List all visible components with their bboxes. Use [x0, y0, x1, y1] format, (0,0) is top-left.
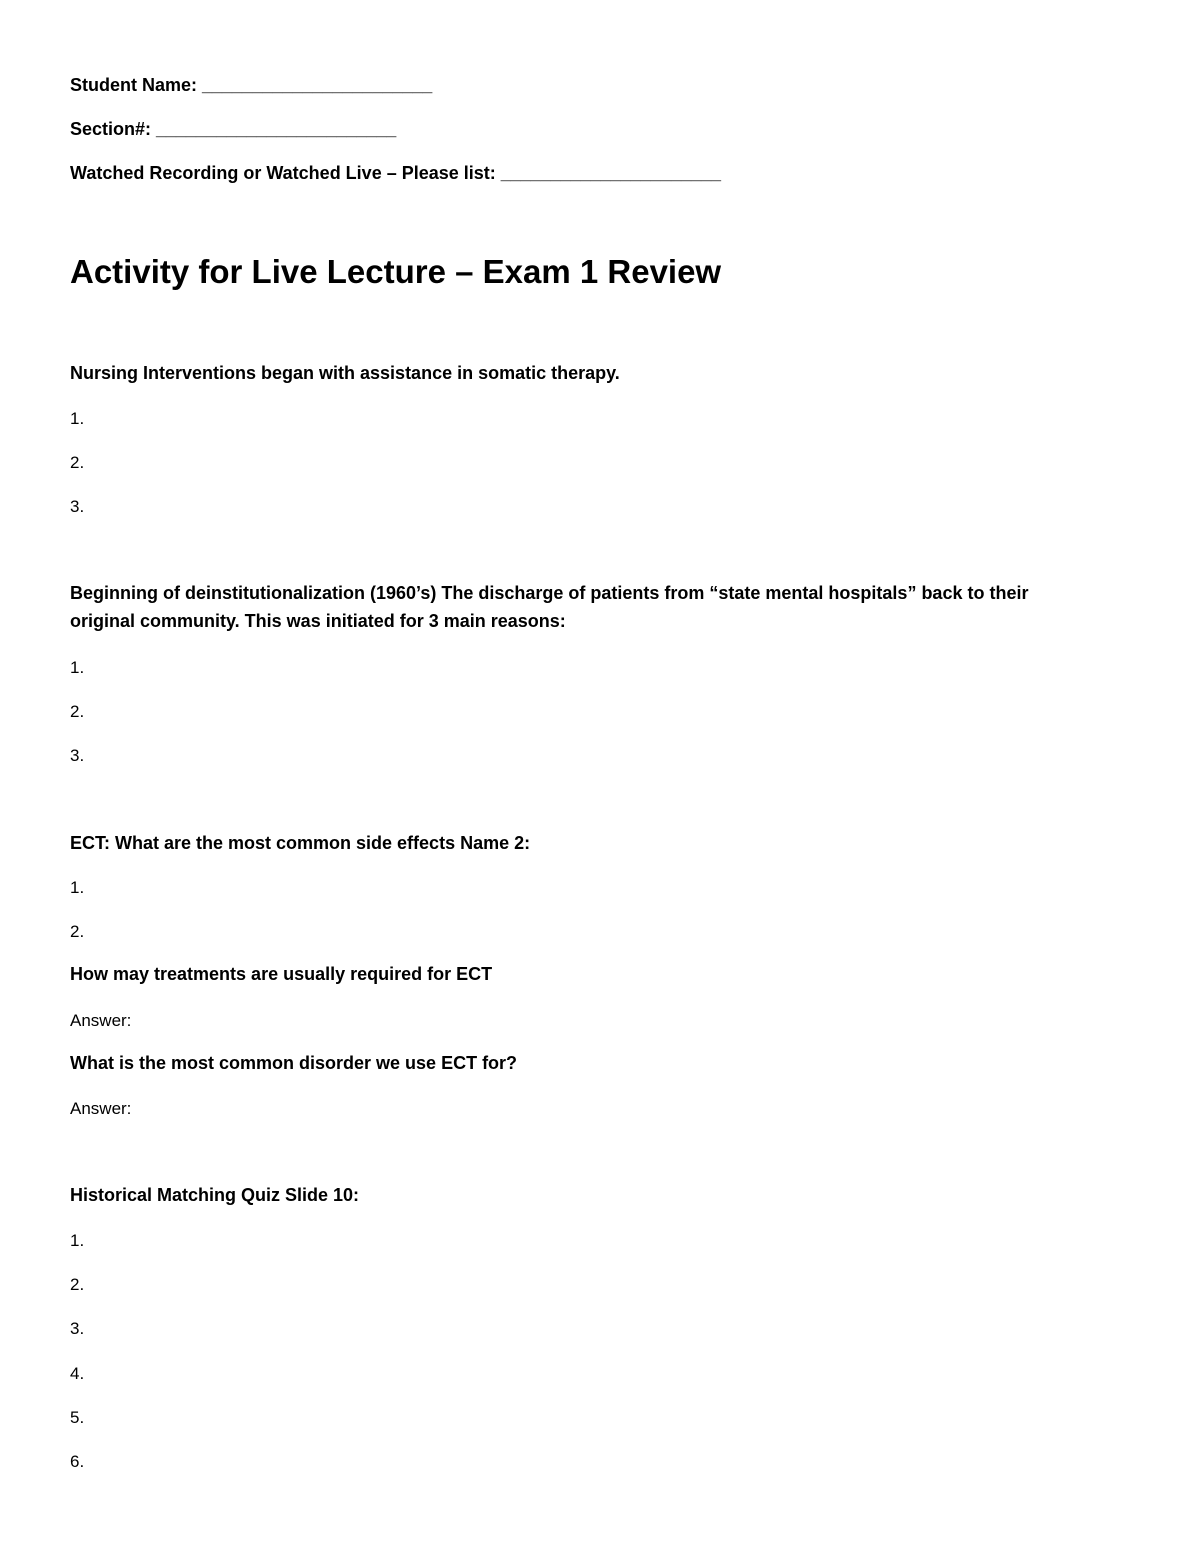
list-item: 3.: [70, 497, 85, 516]
list-item: 1.: [70, 878, 85, 897]
list-item: 1.: [70, 1231, 85, 1250]
list-item: 1.: [70, 409, 85, 428]
page-title: Activity for Live Lecture – Exam 1 Review: [70, 253, 722, 290]
list-item: 1.: [70, 658, 85, 677]
question-nursing-interventions: Nursing Interventions began with assistance in somatic therapy.: [70, 363, 620, 383]
list-item: 5.: [70, 1408, 85, 1427]
question-ect-side-effects: ECT: What are the most common side effects Name 2:: [70, 833, 531, 853]
list-item: 2.: [70, 702, 85, 721]
list-item: 2.: [70, 1275, 85, 1294]
section-number-line: Section#: ________________________: [70, 119, 397, 139]
list-item: 2.: [70, 453, 85, 472]
question-ect-disorder: What is the most common disorder we use ECT for?: [70, 1053, 518, 1073]
list-item: 2.: [70, 922, 85, 941]
answer-label: Answer:: [70, 1099, 132, 1118]
question-ect-treatments: How may treatments are usually required for ECT: [70, 964, 493, 984]
question-historical-matching: Historical Matching Quiz Slide 10:: [70, 1185, 360, 1205]
list-item: 3.: [70, 746, 85, 765]
answer-label: Answer:: [70, 1011, 132, 1030]
question-deinstitutionalization: Beginning of deinstitutionalization (1960’s) The discharge of patients from “state mental hospitals” back to their original community. This was initiated for 3 main reasons:: [70, 583, 1029, 631]
watched-line: Watched Recording or Watched Live – Please list: ______________________: [70, 163, 722, 183]
list-item: 3.: [70, 1319, 85, 1338]
list-item: 6.: [70, 1452, 85, 1471]
list-item: 4.: [70, 1364, 85, 1383]
student-name-line: Student Name: _______________________: [70, 75, 433, 95]
